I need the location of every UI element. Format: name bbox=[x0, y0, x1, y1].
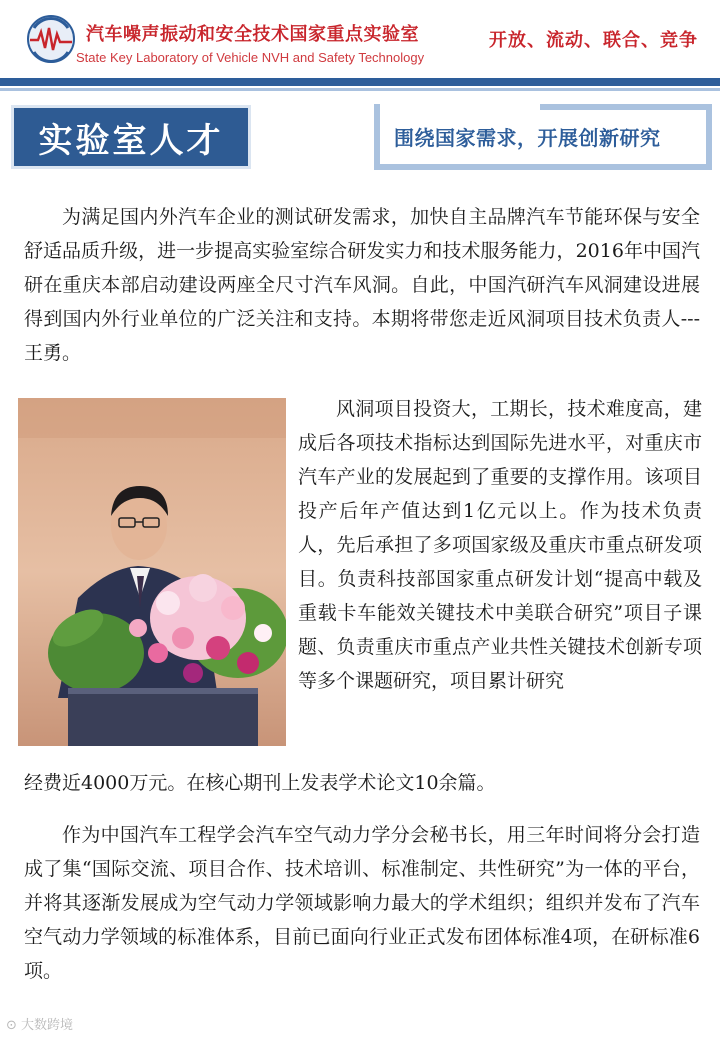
lab-slogan: 开放、流动、联合、竞争 bbox=[489, 30, 698, 51]
page-header bbox=[0, 0, 720, 78]
lab-name-cn: 汽车噪声振动和安全技术国家重点实验室 bbox=[86, 24, 419, 45]
header-divider-thin bbox=[0, 88, 720, 91]
section-title: 实验室人才 bbox=[38, 120, 224, 161]
paragraph-project: 风洞项目投资大，工期长，技术难度高，建成后各项技术指标达到国际先进水平，对重庆市汽车产业的发展起到了重要的支撑作用。该项目投产后年产值达到1亿元以上。作为技术负责人，先后承担了多项国家级及重庆市重点研发项目。负责科技部国家重点研发计划“提高中载及重载卡车能效关键技术中美联合研究”项目子课题、负责重庆市重点产业共性关键技术创新专项等多个课题研究，项目累计研究 bbox=[298, 398, 702, 692]
paragraph-intro: 为满足国内外汽车企业的测试研发需求，加快自主品牌汽车节能环保与安全舒适品质升级，进一步提高实验室综合研发实力和技术服务能力，2016年中国汽研在重庆本部启动建设两座全尺寸汽车风洞。自此，中国汽研汽车风洞建设进展得到国内外行业单位的广泛关注和支持。本期将带您走近风洞项目技术负责人---王勇。 bbox=[24, 206, 700, 364]
section-subtitle: 围绕国家需求，开展创新研究 bbox=[394, 126, 661, 150]
paragraph-society: 作为中国汽车工程学会汽车空气动力学分会秘书长，用三年时间将分会打造成了集“国际交流、项目合作、技术培训、标准制定、共性研究”为一体的平台，并将其逐渐发展成为空气动力学领域影响力最大的学术组织；组织并发布了汽车空气动力学领域的标准体系，目前已面向行业正式发布团体标准4项，在研标准6项。 bbox=[24, 824, 700, 982]
watermark bbox=[6, 1014, 73, 1033]
speaker-photo bbox=[18, 398, 286, 746]
lab-name-en: State Key Laboratory of Vehicle NVH and Safety Technology bbox=[76, 50, 425, 65]
header-divider bbox=[0, 78, 720, 86]
watermark-icon: ⊙ bbox=[6, 1018, 22, 1033]
paragraph-project-tail: 经费近4000万元。在核心期刊上发表学术论文10余篇。 bbox=[24, 772, 496, 794]
speaker-at-podium-icon bbox=[18, 398, 286, 746]
section-title-box bbox=[14, 108, 248, 166]
lab-logo-icon bbox=[26, 14, 76, 64]
watermark-text: 大数跨境 bbox=[21, 1018, 74, 1033]
